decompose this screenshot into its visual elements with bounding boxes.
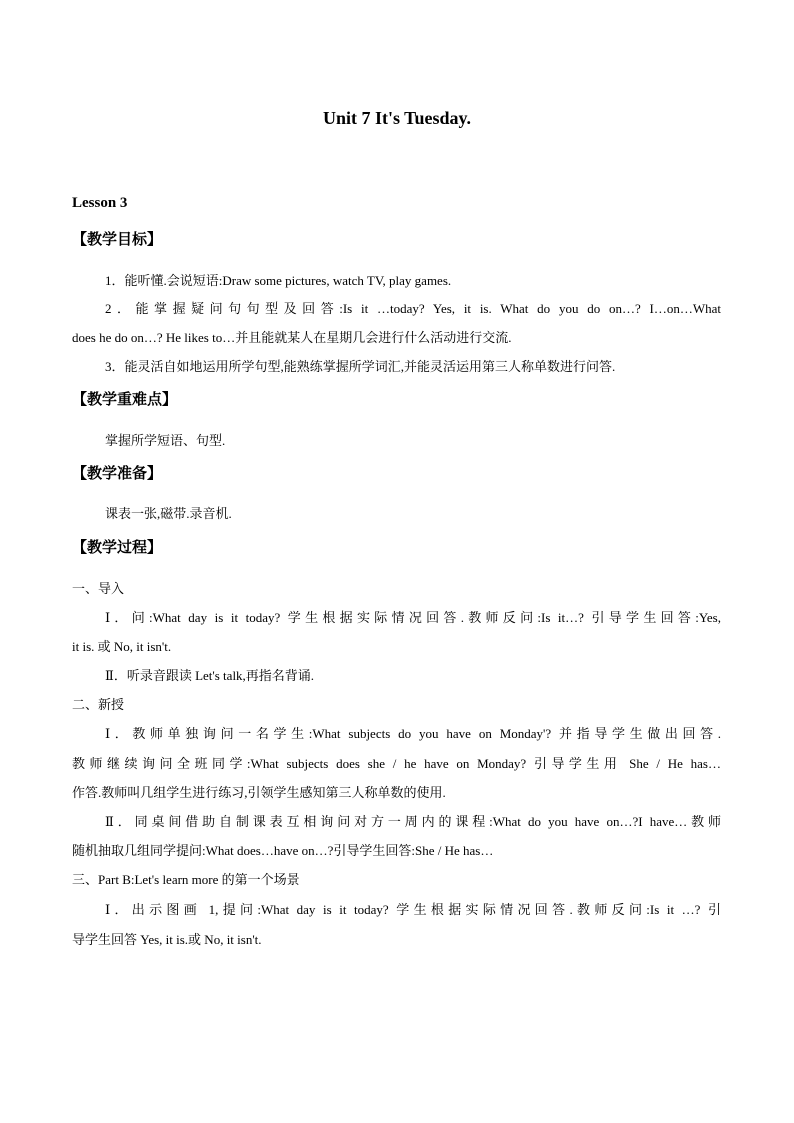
key-points-text: 掌握所学短语、句型.: [105, 433, 226, 448]
process-step-2-item-2b: 随机抽取几组同学提问:What does…have on…?引导学生回答:She / He has…: [72, 843, 494, 858]
process-step-2-item-2a: Ⅱ．同桌间借助自制课表互相询问对方一周内的课程:What do you have on…?I have…教师: [105, 814, 721, 829]
process-step-2-title: 二、新授: [72, 697, 125, 712]
process-step-1-title: 一、导入: [72, 581, 125, 596]
lesson-label: Lesson 3: [72, 195, 128, 211]
goal-line-2a: 2．能掌握疑问句句型及回答:Is it …today? Yes, it is. What do you do on…? I…on…What: [105, 301, 721, 316]
section-heading-preparation: 【教学准备】: [72, 464, 163, 482]
section-heading-key-points: 【教学重难点】: [72, 390, 178, 408]
process-step-2-item-1c: 作答.教师叫几组学生进行练习,引领学生感知第三人称单数的使用.: [72, 785, 446, 800]
process-step-3-title: 三、Part B:Let's learn more 的第一个场景: [72, 872, 300, 887]
process-step-3-item-1a: Ⅰ．出示图画 1,提问:What day is it today? 学生根据实际情况回答.教师反问:Is it …? 引: [105, 902, 721, 917]
section-heading-goals: 【教学目标】: [72, 230, 163, 248]
goal-line-2b: does he do on…? He likes to…并且能就某人在星期几会进行什么活动进行交流.: [72, 330, 512, 345]
goal-line-1: 1．能听懂.会说短语:Draw some pictures, watch TV, play games.: [105, 273, 452, 288]
process-step-1-item-1a: Ⅰ．问:What day is it today? 学生根据实际情况回答.教师反问:Is it…? 引导学生回答:Yes,: [105, 610, 721, 625]
process-step-1-item-1b: it is. 或 No, it isn't.: [72, 639, 172, 654]
page-title: Unit 7 It's Tuesday.: [322, 108, 472, 128]
goal-line-3: 3．能灵活自如地运用所学句型,能熟练掌握所学词汇,并能灵活运用第三人称单数进行问答.: [105, 359, 616, 374]
preparation-text: 课表一张,磁带.录音机.: [105, 506, 232, 521]
process-step-2-item-1a: Ⅰ．教师单独询问一名学生:What subjects do you have on Monday'? 并指导学生做出回答.: [105, 726, 721, 741]
process-step-3-item-1b: 导学生回答 Yes, it is.或 No, it isn't.: [72, 932, 262, 947]
process-step-2-item-1b: 教师继续询问全班同学:What subjects does she / he have on Monday? 引导学生用 She / He has…: [72, 756, 721, 771]
process-step-1-item-2: Ⅱ．听录音跟读 Let's talk,再指名背诵.: [105, 668, 315, 683]
section-heading-process: 【教学过程】: [72, 538, 163, 556]
